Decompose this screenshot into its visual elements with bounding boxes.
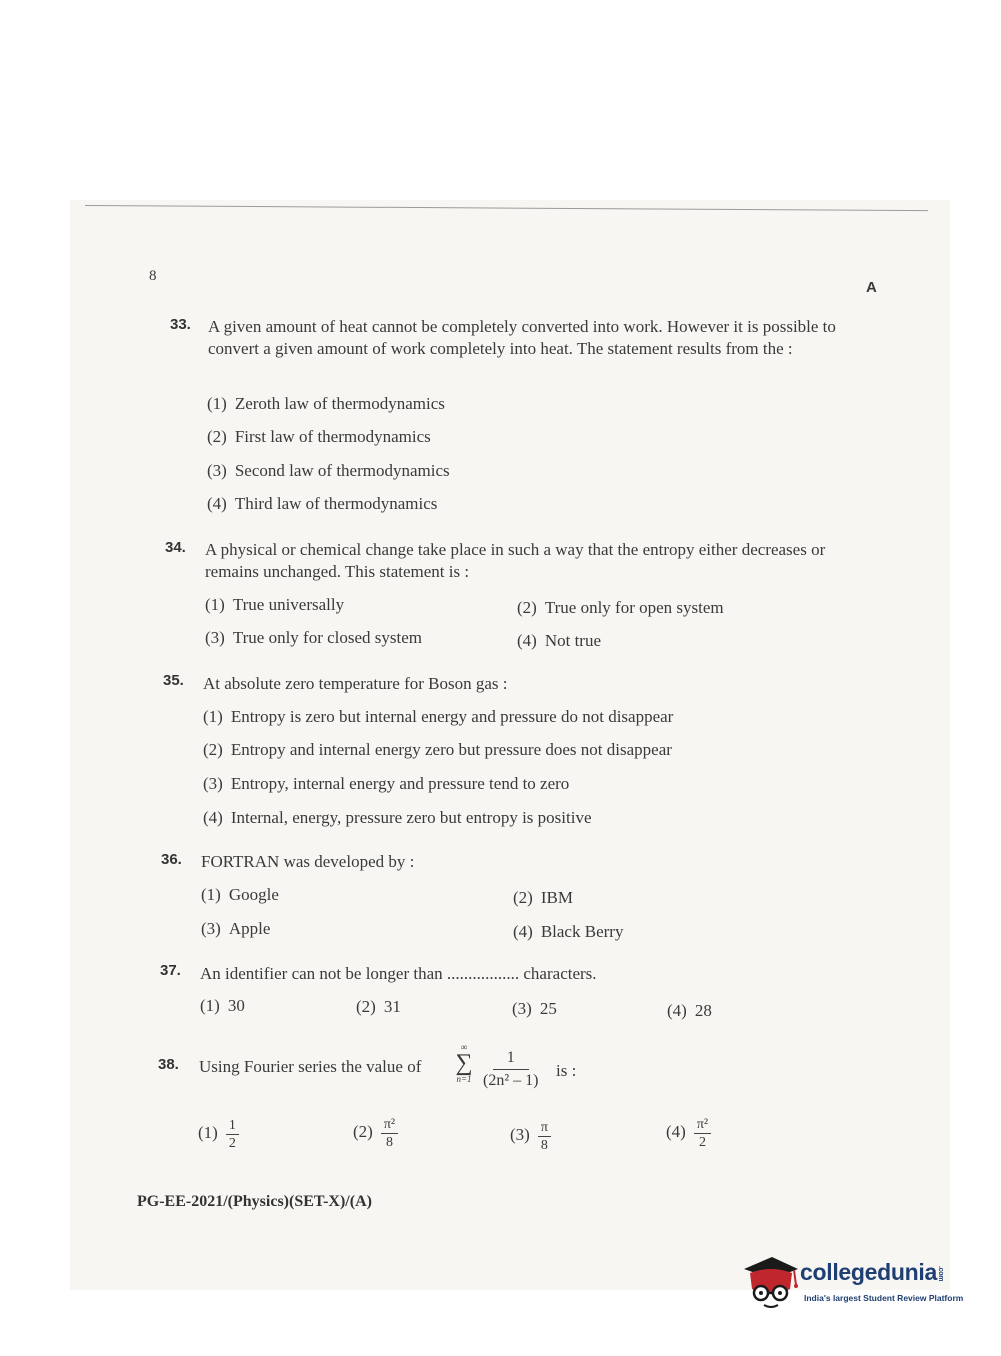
option-3: (3) $\frac{\pi}{8}$ <box>510 1120 551 1153</box>
option-4: (4) Not true <box>517 631 602 650</box>
mascot-icon <box>742 1255 800 1315</box>
option-2: (2) 31 <box>356 997 401 1016</box>
option-3: (3) Apple <box>201 919 271 938</box>
option-3: (3) 25 <box>512 999 557 1018</box>
paper-code: PG-EE-2021/(Physics)(SET-X)/(A) <box>137 1193 372 1210</box>
question-number: 33. <box>170 316 191 333</box>
option-1: (1) 30 <box>200 996 245 1015</box>
option-3: (3) Second law of thermodynamics <box>207 461 450 480</box>
option-2: (2) IBM <box>513 888 573 907</box>
logo-suffix: .com <box>936 1266 944 1282</box>
series-sum <box>449 1043 479 1084</box>
option-4: (4) Black Berry <box>513 922 624 941</box>
page-number: 8 <box>149 268 157 284</box>
option-2: (2) $\frac{\text{π²}}{8}$ <box>353 1117 398 1150</box>
question-text-after: is : <box>556 1061 577 1080</box>
option-1: (1) $\frac{1}{2}$ <box>198 1118 239 1151</box>
option-1: (1) Zeroth law of thermodynamics <box>207 394 445 413</box>
question-text: A given amount of heat cannot be completely converted into work. However it is possible to convert a given amount of work completely into heat. The statement results from the : <box>208 317 836 358</box>
series-fraction <box>480 1048 541 1091</box>
option-2: (2) True only for open system <box>517 598 724 617</box>
sum-upper-limit: ∞ <box>460 1042 468 1052</box>
question-text: FORTRAN was developed by : <box>201 852 415 871</box>
sum-lower-limit: n=1 <box>456 1074 472 1084</box>
sigma-icon: ∑ <box>455 1050 473 1076</box>
question-text: At absolute zero temperature for Boson gas : <box>203 674 508 693</box>
question-number: 35. <box>163 672 184 689</box>
option-1: (1) Google <box>201 885 279 904</box>
logo-wordmark: collegedunia.com <box>800 1259 944 1285</box>
option-1: (1) Entropy is zero but internal energy and pressure do not disappear <box>203 707 674 726</box>
set-letter: A <box>866 279 877 296</box>
question-text: Using Fourier series the value of <box>199 1057 422 1076</box>
question-text: An identifier can not be longer than ................. characters. <box>200 964 597 983</box>
option-3: (3) True only for closed system <box>205 628 423 647</box>
question-number: 37. <box>160 962 181 979</box>
option-4: (4) Internal, energy, pressure zero but entropy is positive <box>203 808 592 827</box>
series-numerator: 1 <box>493 1048 529 1070</box>
question-text: A physical or chemical change take place in such a way that the entropy either decreases or remains unchanged. This statement is : <box>205 540 826 581</box>
option-2: (2) First law of thermodynamics <box>207 427 431 446</box>
question-number: 38. <box>158 1056 179 1073</box>
option-1: (1) True universally <box>205 595 345 614</box>
series-denominator: (2n² – 1) <box>483 1072 539 1089</box>
collegedunia-logo[interactable] <box>742 1255 972 1315</box>
logo-tagline: India's largest Student Review Platform <box>804 1293 964 1303</box>
option-4: (4) Third law of thermodynamics <box>207 494 438 513</box>
option-2: (2) Entropy and internal energy zero but pressure does not disappear <box>203 740 672 759</box>
option-4: (4) 28 <box>667 1001 712 1020</box>
question-number: 36. <box>161 851 182 868</box>
option-3: (3) Entropy, internal energy and pressure tend to zero <box>203 774 570 793</box>
question-number: 34. <box>165 539 186 556</box>
option-4: (4) $\frac{\text{π²}}{2}$ <box>666 1117 711 1150</box>
